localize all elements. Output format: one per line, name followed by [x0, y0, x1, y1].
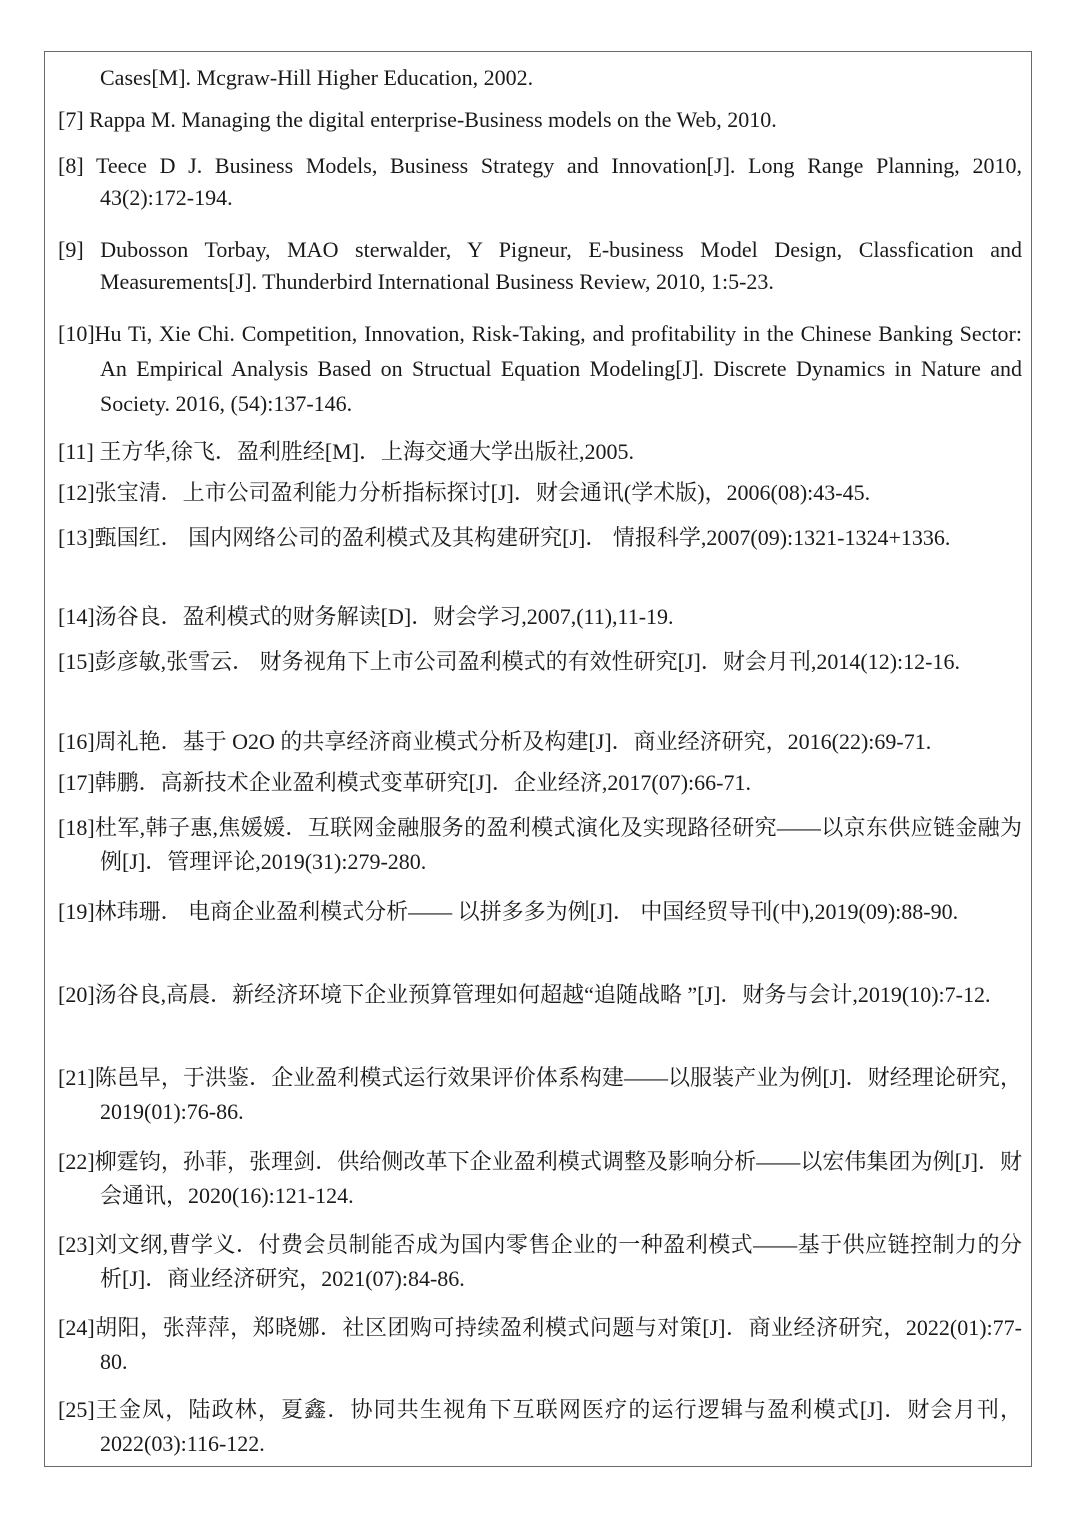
reference-24: [24]胡阳，张萍萍，郑晓娜．社区团购可持续盈利模式问题与对策[J]．商业经济研究，2022(01):77-80. [58, 1315, 1022, 1374]
reference-23: [23]刘文纲,曹学义．付费会员制能否成为国内零售企业的一种盈利模式——基于供应链控制力的分析[J]．商业经济研究，2021(07):84-86. [58, 1232, 1022, 1291]
reference-10: [10]Hu Ti, Xie Chi. Competition, Innovation, Risk-Taking, and profitability in the Chinese Banking Sector: An Empirical Analysis Based on Structual Equation Modeling[J]. Discrete Dynamics in Nature and Society. 2016, (54):137-146. [58, 321, 1022, 416]
reference-11: [11] 王方华,徐飞．盈利胜经[M]．上海交通大学出版社,2005. [58, 439, 635, 464]
reference-14: [14]汤谷良．盈利模式的财务解读[D]．财会学习,2007,(11),11-19. [58, 604, 674, 629]
reference-25: [25]王金凤，陆政林，夏鑫．协同共生视角下互联网医疗的运行逻辑与盈利模式[J]．财会月刊，2022(03):116-122. [58, 1397, 1022, 1456]
reference-17: [17]韩鹏．高新技术企业盈利模式变革研究[J]．企业经济,2017(07):66-71. [58, 770, 751, 795]
reference-8: [8] Teece D J. Business Models, Business Strategy and Innovation[J]. Long Range Planning, 2010, 43(2):172-194. [58, 153, 1022, 210]
reference-16: [16]周礼艳．基于 O2O 的共享经济商业模式分析及构建[J]．商业经济研究，2016(22):69-71. [58, 729, 932, 754]
reference-18: [18]杜军,韩子惠,焦媛媛．互联网金融服务的盈利模式演化及实现路径研究——以京东供应链金融为例[J]．管理评论,2019(31):279-280. [58, 815, 1022, 874]
reference-20: [20]汤谷良,高晨．新经济环境下企业预算管理如何超越“追随战略 ”[J]．财务与会计,2019(10):7-12. [58, 982, 991, 1007]
reference-12: [12]张宝清．上市公司盈利能力分析指标探讨[J]．财会通讯(学术版)，2006(08):43-45. [58, 480, 871, 505]
reference-7: [7] Rappa M. Managing the digital enterprise-Business models on the Web, 2010. [58, 107, 777, 132]
reference-9: [9] Dubosson Torbay, MAO sterwalder, Y Pigneur, E-business Model Design, Classfication and Measurements[J]. Thunderbird International Business Review, 2010, 1:5-23. [58, 237, 1022, 294]
reference-15: [15]彭彦敏,张雪云． 财务视角下上市公司盈利模式的有效性研究[J]．财会月刊,2014(12):12-16. [58, 649, 960, 674]
reference-6-continuation: Cases[M]. Mcgraw-Hill Higher Education, 2002. [100, 65, 534, 90]
reference-19: [19]林玮珊． 电商企业盈利模式分析—— 以拼多多为例[J]． 中国经贸导刊(中),2019(09):88-90. [58, 899, 959, 924]
reference-13: [13]甄国红． 国内网络公司的盈利模式及其构建研究[J]． 情报科学,2007(09):1321-1324+1336. [58, 525, 951, 550]
reference-21: [21]陈邑早，于洪鉴．企业盈利模式运行效果评价体系构建——以服装产业为例[J]．财经理论研究，2019(01):76-86. [58, 1065, 1022, 1124]
reference-22: [22]柳霆钧，孙菲，张理剑．供给侧改革下企业盈利模式调整及影响分析——以宏伟集团为例[J]．财会通讯，2020(16):121-124. [58, 1149, 1022, 1208]
